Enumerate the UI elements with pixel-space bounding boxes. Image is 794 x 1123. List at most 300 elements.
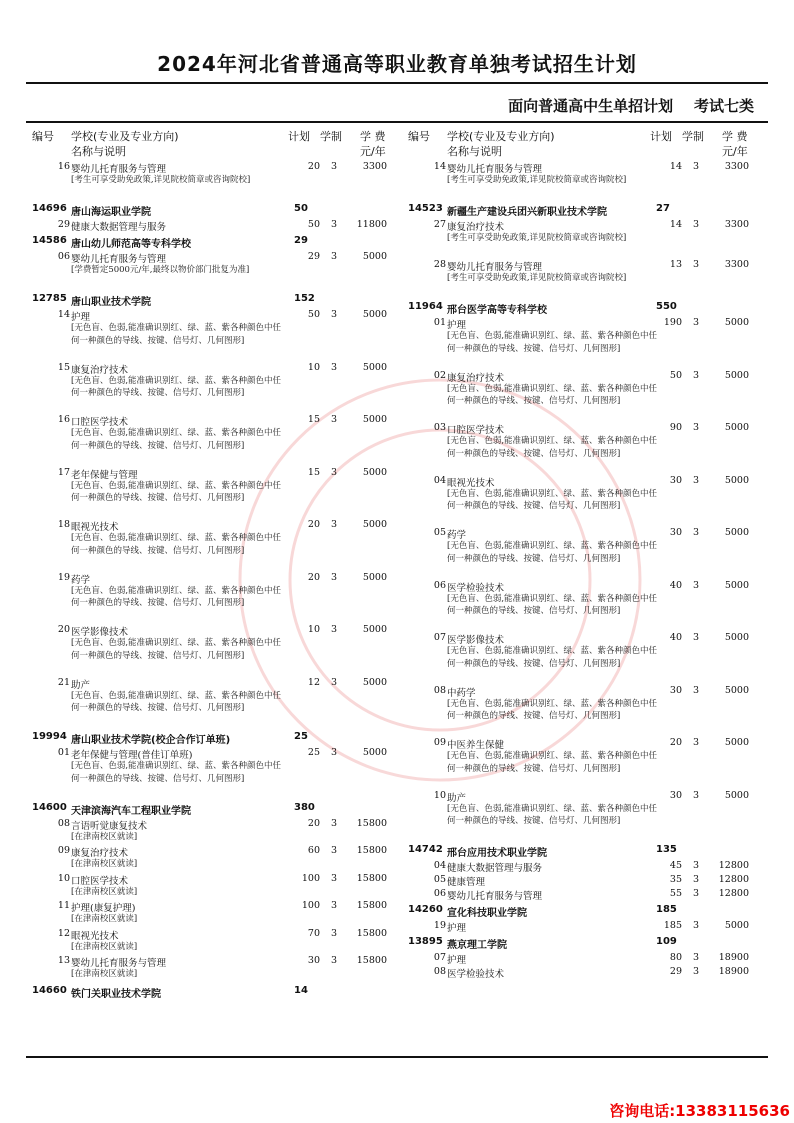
institution-name: 宣化科技职业学院 (447, 908, 527, 919)
major-row (30, 160, 390, 200)
major-code: 08 (433, 966, 446, 977)
rows-right (406, 160, 766, 979)
major-row (30, 623, 390, 676)
major-row (406, 421, 766, 474)
table-header-right (406, 126, 766, 160)
major-row (406, 684, 766, 737)
major-name: 助产 (71, 679, 91, 691)
major-row (406, 526, 766, 579)
major-name: 助产 (447, 792, 467, 804)
major-name: 药学 (71, 574, 91, 586)
major-fee: 3300 (362, 161, 387, 172)
institution-row (30, 200, 390, 218)
institution-code: 11964 (408, 301, 443, 312)
major-fee: 12800 (718, 874, 749, 885)
major-name: 康复治疗技术 (447, 222, 505, 233)
major-row (30, 571, 390, 624)
major-name: 护理 (447, 955, 467, 966)
major-name: 中医养生保健 (447, 740, 505, 751)
major-code: 07 (433, 632, 446, 643)
major-row (406, 369, 766, 422)
header-code: 编号 (32, 130, 54, 143)
major-row (406, 631, 766, 684)
major-code: 06 (433, 579, 446, 591)
major-fee: 5000 (724, 684, 749, 696)
major-code: 05 (433, 527, 446, 538)
major-fee: 15800 (356, 817, 387, 829)
major-duration: 3 (693, 632, 700, 643)
institution-plan-count: 29 (294, 235, 308, 246)
major-code: 19 (57, 571, 70, 583)
header-fee-unit: 元/年 (722, 145, 748, 158)
major-plan-count: 30 (307, 955, 320, 966)
major-name: 口腔医学技术 (71, 417, 129, 428)
institution-name: 唐山海运职业学院 (71, 207, 151, 218)
major-name: 健康管理 (447, 877, 486, 888)
major-name: 护理 (447, 320, 467, 331)
institution-name: 唐山职业技术学院(校企合作订单班) (71, 735, 231, 746)
major-plan-count: 12 (307, 676, 320, 688)
major-row (30, 518, 390, 571)
major-plan-count: 29 (307, 251, 320, 262)
major-row (406, 965, 766, 979)
major-code: 06 (57, 251, 70, 262)
major-code: 29 (57, 219, 70, 230)
major-note: [无色盲、色弱,能准确识别红、绿、蓝、紫各种颜色中任何一种颜色的导线、按键、信号灯、几何图形] (71, 533, 282, 556)
major-plan-count: 25 (307, 747, 320, 758)
major-plan-count: 55 (669, 888, 682, 899)
major-duration: 3 (331, 872, 338, 884)
major-duration: 3 (331, 845, 338, 856)
major-name: 护理 (71, 312, 91, 323)
major-duration: 3 (693, 789, 700, 801)
major-duration: 3 (331, 414, 338, 425)
major-note: [在津南校区就读] (71, 941, 138, 952)
major-code: 11 (57, 900, 70, 911)
major-plan-count: 30 (669, 474, 682, 486)
major-plan-count: 60 (307, 845, 320, 856)
major-name: 中药学 (447, 687, 476, 699)
major-code: 14 (57, 309, 70, 320)
major-row (30, 250, 390, 290)
major-name: 婴幼儿托育服务与管理 (447, 262, 543, 273)
institution-code: 14696 (32, 203, 67, 214)
institution-code: 12785 (32, 293, 67, 304)
institution-row (406, 933, 766, 951)
major-fee: 5000 (362, 414, 387, 425)
major-plan-count: 14 (669, 161, 682, 172)
major-name: 医学影像技术 (447, 635, 505, 646)
major-row (406, 859, 766, 873)
major-row (30, 844, 390, 872)
major-note: [无色盲、色弱,能准确识别红、绿、蓝、紫各种颜色中任何一种颜色的导线、按键、信号灯、几何图形] (447, 331, 658, 354)
institution-row (30, 799, 390, 817)
major-row (406, 218, 766, 258)
major-fee: 5000 (362, 361, 387, 373)
major-code: 01 (433, 317, 446, 328)
major-note: [在津南校区就读] (71, 859, 138, 869)
major-row (406, 474, 766, 527)
major-plan-count: 20 (307, 161, 320, 172)
major-plan-count: 45 (669, 860, 682, 871)
major-plan-count: 40 (669, 579, 682, 591)
major-code: 18 (57, 519, 70, 530)
major-code: 17 (57, 466, 70, 478)
major-code: 14 (433, 161, 446, 172)
major-plan-count: 190 (663, 317, 682, 328)
major-name: 护理(康复护理) (71, 903, 136, 914)
header-duration: 学制 (682, 130, 704, 143)
institution-row (406, 841, 766, 859)
major-fee: 5000 (362, 309, 387, 320)
major-plan-count: 10 (307, 361, 320, 373)
major-name: 护理 (447, 923, 467, 934)
major-note: [考生可享受助免政策,详见院校简章或咨询院校] (71, 175, 251, 185)
major-name: 医学检验技术 (447, 582, 505, 594)
major-name: 婴幼儿托育服务与管理 (71, 164, 167, 175)
major-fee: 15800 (356, 955, 387, 966)
major-fee: 3300 (724, 219, 749, 230)
subtitle-divider (26, 121, 768, 123)
header-school: 学校(专业及专业方向) (71, 130, 179, 143)
institution-name: 铁门关职业技术学院 (71, 988, 161, 1000)
major-name: 健康大数据管理与服务 (71, 222, 167, 233)
major-row (30, 413, 390, 466)
major-duration: 3 (331, 219, 338, 230)
major-duration: 3 (693, 259, 700, 270)
major-note: [考生可享受助免政策,详见院校简章或咨询院校] (447, 233, 627, 243)
right-column (406, 126, 766, 979)
major-fee: 12800 (718, 860, 749, 871)
institution-plan-count: 135 (656, 844, 677, 855)
major-duration: 3 (693, 474, 700, 486)
major-note: [无色盲、色弱,能准确识别红、绿、蓝、紫各种颜色中任何一种颜色的导线、按键、信号灯、几何图形] (71, 690, 282, 713)
major-plan-count: 20 (307, 571, 320, 583)
major-code: 05 (433, 874, 446, 885)
major-duration: 3 (693, 161, 700, 172)
major-plan-count: 20 (669, 737, 682, 748)
major-duration: 3 (693, 860, 700, 871)
title-divider (26, 82, 768, 84)
header-code: 编号 (408, 130, 430, 143)
major-plan-count: 15 (307, 466, 320, 478)
major-row (30, 308, 390, 361)
major-plan-count: 40 (669, 632, 682, 643)
major-row (406, 789, 766, 842)
major-duration: 3 (331, 676, 338, 688)
major-fee: 15800 (356, 872, 387, 884)
institution-code: 14523 (408, 203, 443, 214)
major-note: [无色盲、色弱,能准确识别红、绿、蓝、紫各种颜色中任何一种颜色的导线、按键、信号灯、几何图形] (71, 480, 282, 503)
major-code: 09 (57, 845, 70, 856)
major-code: 09 (433, 737, 446, 748)
major-name: 婴幼儿托育服务与管理 (447, 891, 543, 902)
major-fee: 5000 (724, 422, 749, 433)
major-note: [无色盲、色弱,能准确识别红、绿、蓝、紫各种颜色中任何一种颜色的导线、按键、信号灯、几何图形] (447, 383, 658, 406)
page-title: 2024年河北省普通高等职业教育单独考试招生计划 (157, 52, 637, 76)
major-note: [无色盲、色弱,能准确识别红、绿、蓝、紫各种颜色中任何一种颜色的导线、按键、信号灯、几何图形] (447, 593, 658, 616)
major-row (406, 258, 766, 298)
major-name: 康复治疗技术 (71, 848, 129, 859)
major-code: 16 (57, 161, 70, 172)
institution-code: 19994 (32, 731, 67, 742)
institution-plan-count: 152 (294, 293, 315, 304)
major-row (406, 160, 766, 200)
major-duration: 3 (693, 219, 700, 230)
major-code: 10 (433, 789, 446, 801)
major-code: 08 (57, 817, 70, 829)
institution-name: 燕京理工学院 (447, 940, 507, 951)
major-row (30, 361, 390, 414)
major-code: 16 (57, 414, 70, 425)
major-duration: 3 (693, 920, 700, 931)
major-duration: 3 (693, 737, 700, 748)
major-fee: 18900 (718, 952, 749, 963)
major-code: 07 (433, 952, 446, 963)
major-name: 康复治疗技术 (71, 364, 129, 376)
major-plan-count: 70 (307, 927, 320, 939)
major-fee: 5000 (362, 466, 387, 478)
major-name: 医学影像技术 (71, 627, 129, 638)
major-fee: 15800 (356, 900, 387, 911)
major-code: 19 (433, 920, 446, 931)
major-plan-count: 100 (301, 900, 320, 911)
header-fee-unit: 元/年 (360, 145, 386, 158)
bottom-divider (26, 1056, 768, 1058)
major-code: 20 (57, 624, 70, 635)
major-note: [无色盲、色弱,能准确识别红、绿、蓝、紫各种颜色中任何一种颜色的导线、按键、信号灯、几何图形] (447, 436, 658, 459)
major-duration: 3 (331, 309, 338, 320)
major-code: 27 (433, 219, 446, 230)
major-fee: 3300 (724, 259, 749, 270)
major-note: [无色盲、色弱,能准确识别红、绿、蓝、紫各种颜色中任何一种颜色的导线、按键、信号灯、几何图形] (447, 541, 658, 564)
major-plan-count: 13 (669, 259, 682, 270)
major-row (30, 899, 390, 927)
major-duration: 3 (331, 747, 338, 758)
major-code: 02 (433, 369, 446, 381)
major-fee: 5000 (724, 920, 749, 931)
major-name: 眼视光技术 (71, 930, 119, 942)
major-note: [无色盲、色弱,能准确识别红、绿、蓝、紫各种颜色中任何一种颜色的导线、按键、信号灯、几何图形] (71, 428, 282, 451)
major-code: 04 (433, 474, 446, 486)
major-code: 13 (57, 955, 70, 966)
major-plan-count: 50 (307, 309, 320, 320)
institution-row (406, 200, 766, 218)
major-fee: 5000 (362, 747, 387, 758)
major-note: [学费暂定5000元/年,最终以物价部门批复为准] (71, 265, 250, 275)
major-fee: 5000 (724, 527, 749, 538)
institution-code: 13895 (408, 936, 443, 947)
major-note: [无色盲、色弱,能准确识别红、绿、蓝、紫各种颜色中任何一种颜色的导线、按键、信号灯、几何图形] (447, 488, 658, 511)
major-name: 婴幼儿托育服务与管理 (71, 958, 167, 969)
major-fee: 18900 (718, 966, 749, 977)
major-plan-count: 50 (669, 369, 682, 381)
institution-code: 14742 (408, 844, 443, 855)
major-plan-count: 20 (307, 519, 320, 530)
major-fee: 5000 (362, 624, 387, 635)
major-duration: 3 (331, 571, 338, 583)
header-fee: 学 费 (360, 130, 386, 143)
major-row (406, 873, 766, 887)
major-row (30, 954, 390, 982)
header-duration: 学制 (320, 130, 342, 143)
institution-name: 新疆生产建设兵团兴新职业技术学院 (447, 207, 607, 218)
major-row (30, 746, 390, 799)
major-duration: 3 (331, 161, 338, 172)
left-column (30, 126, 390, 1000)
major-note: [考生可享受助免政策,详见院校简章或咨询院校] (447, 175, 627, 185)
major-row (406, 736, 766, 789)
major-row (30, 872, 390, 900)
major-duration: 3 (693, 422, 700, 433)
major-plan-count: 50 (307, 219, 320, 230)
page-subtitle: 面向普通高中生单招计划 考试七类 (508, 97, 754, 115)
major-row (30, 927, 390, 955)
major-note: [无色盲、色弱,能准确识别红、绿、蓝、紫各种颜色中任何一种颜色的导线、按键、信号灯、几何图形] (71, 638, 282, 661)
major-duration: 3 (331, 624, 338, 635)
major-note: [考生可享受助免政策,详见院校简章或咨询院校] (447, 273, 627, 283)
major-plan-count: 30 (669, 789, 682, 801)
institution-name: 唐山职业技术学院 (71, 297, 151, 308)
major-code: 28 (433, 259, 446, 270)
major-name: 老年保健与管理 (71, 469, 138, 481)
institution-row (406, 901, 766, 919)
major-row (406, 919, 766, 933)
major-code: 03 (433, 422, 446, 433)
institution-name: 唐山幼儿师范高等专科学校 (71, 239, 191, 250)
major-fee: 15800 (356, 845, 387, 856)
major-name: 健康大数据管理与服务 (447, 863, 543, 874)
major-row (30, 676, 390, 729)
major-note: [无色盲、色弱,能准确识别红、绿、蓝、紫各种颜色中任何一种颜色的导线、按键、信号灯、几何图形] (447, 646, 658, 669)
major-plan-count: 80 (669, 952, 682, 963)
major-duration: 3 (693, 952, 700, 963)
major-duration: 3 (693, 966, 700, 977)
major-note: [在津南校区就读] (71, 914, 138, 924)
major-fee: 5000 (362, 251, 387, 262)
header-plan: 计划 (288, 130, 310, 143)
major-duration: 3 (693, 874, 700, 885)
major-duration: 3 (331, 955, 338, 966)
institution-code: 14586 (32, 235, 67, 246)
major-name: 婴幼儿托育服务与管理 (71, 254, 167, 265)
header-school: 学校(专业及专业方向) (447, 130, 555, 143)
contact-phone: 咨询电话:13383115636 (609, 1102, 790, 1120)
major-name: 眼视光技术 (447, 477, 495, 489)
major-name: 康复治疗技术 (447, 372, 505, 384)
major-note: [无色盲、色弱,能准确识别红、绿、蓝、紫各种颜色中任何一种颜色的导线、按键、信号灯、几何图形] (447, 803, 658, 826)
institution-plan-count: 550 (656, 301, 677, 312)
major-duration: 3 (331, 361, 338, 373)
major-plan-count: 10 (307, 624, 320, 635)
institution-plan-count: 109 (656, 936, 677, 947)
major-fee: 12800 (718, 888, 749, 899)
major-duration: 3 (331, 900, 338, 911)
institution-row (30, 290, 390, 308)
institution-name: 邢台应用技术职业学院 (447, 848, 547, 859)
major-fee: 5000 (724, 317, 749, 328)
institution-plan-count: 185 (656, 904, 677, 915)
major-code: 01 (57, 747, 70, 758)
major-fee: 3300 (724, 161, 749, 172)
major-name: 眼视光技术 (71, 522, 119, 533)
major-row (406, 951, 766, 965)
major-code: 12 (57, 927, 70, 939)
institution-row (30, 982, 390, 1000)
header-plan: 计划 (650, 130, 672, 143)
institution-code: 14260 (408, 904, 443, 915)
major-plan-count: 100 (301, 872, 320, 884)
major-code: 10 (57, 872, 70, 884)
major-code: 06 (433, 888, 446, 899)
major-duration: 3 (693, 317, 700, 328)
institution-row (30, 232, 390, 250)
major-fee: 5000 (362, 519, 387, 530)
major-fee: 5000 (724, 737, 749, 748)
major-note: [无色盲、色弱,能准确识别红、绿、蓝、紫各种颜色中任何一种颜色的导线、按键、信号灯、几何图形] (71, 585, 282, 608)
institution-row (30, 728, 390, 746)
rows-left (30, 160, 390, 1000)
institution-row (406, 298, 766, 316)
major-row (406, 316, 766, 369)
header-fee: 学 费 (722, 130, 748, 143)
major-plan-count: 15 (307, 414, 320, 425)
major-duration: 3 (331, 519, 338, 530)
major-code: 15 (57, 361, 70, 373)
major-row (406, 887, 766, 901)
major-code: 08 (433, 684, 446, 696)
institution-name: 邢台医学高等专科学校 (447, 305, 547, 316)
major-name: 口腔医学技术 (447, 425, 505, 436)
major-row (30, 817, 390, 845)
major-fee: 5000 (724, 474, 749, 486)
major-fee: 15800 (356, 927, 387, 939)
major-duration: 3 (693, 369, 700, 381)
institution-plan-count: 380 (294, 801, 315, 813)
major-fee: 5000 (724, 579, 749, 591)
major-duration: 3 (693, 888, 700, 899)
institution-plan-count: 25 (294, 731, 308, 742)
major-duration: 3 (331, 817, 338, 829)
major-note: [在津南校区就读] (71, 969, 138, 979)
major-plan-count: 14 (669, 219, 682, 230)
major-name: 言语听觉康复技术 (71, 820, 148, 832)
institution-code: 14600 (32, 801, 67, 813)
major-duration: 3 (693, 527, 700, 538)
major-duration: 3 (693, 579, 700, 591)
major-note: [在津南校区就读] (71, 886, 138, 897)
major-plan-count: 35 (669, 874, 682, 885)
institution-code: 14660 (32, 984, 67, 996)
header-name: 名称与说明 (447, 145, 502, 158)
institution-plan-count: 14 (294, 984, 308, 996)
header-name: 名称与说明 (71, 145, 126, 158)
major-note: [在津南校区就读] (71, 831, 138, 842)
major-row (30, 466, 390, 519)
major-fee: 11800 (356, 219, 387, 230)
table-header-left (30, 126, 390, 160)
major-note: [无色盲、色弱,能准确识别红、绿、蓝、紫各种颜色中任何一种颜色的导线、按键、信号灯、几何图形] (71, 761, 282, 784)
institution-plan-count: 50 (294, 203, 308, 214)
major-row (406, 579, 766, 632)
major-duration: 3 (693, 684, 700, 696)
major-fee: 5000 (724, 789, 749, 801)
major-name: 口腔医学技术 (71, 875, 129, 887)
major-code: 21 (57, 676, 70, 688)
major-plan-count: 20 (307, 817, 320, 829)
institution-plan-count: 27 (656, 203, 670, 214)
major-note: [无色盲、色弱,能准确识别红、绿、蓝、紫各种颜色中任何一种颜色的导线、按键、信号灯、几何图形] (447, 751, 658, 774)
